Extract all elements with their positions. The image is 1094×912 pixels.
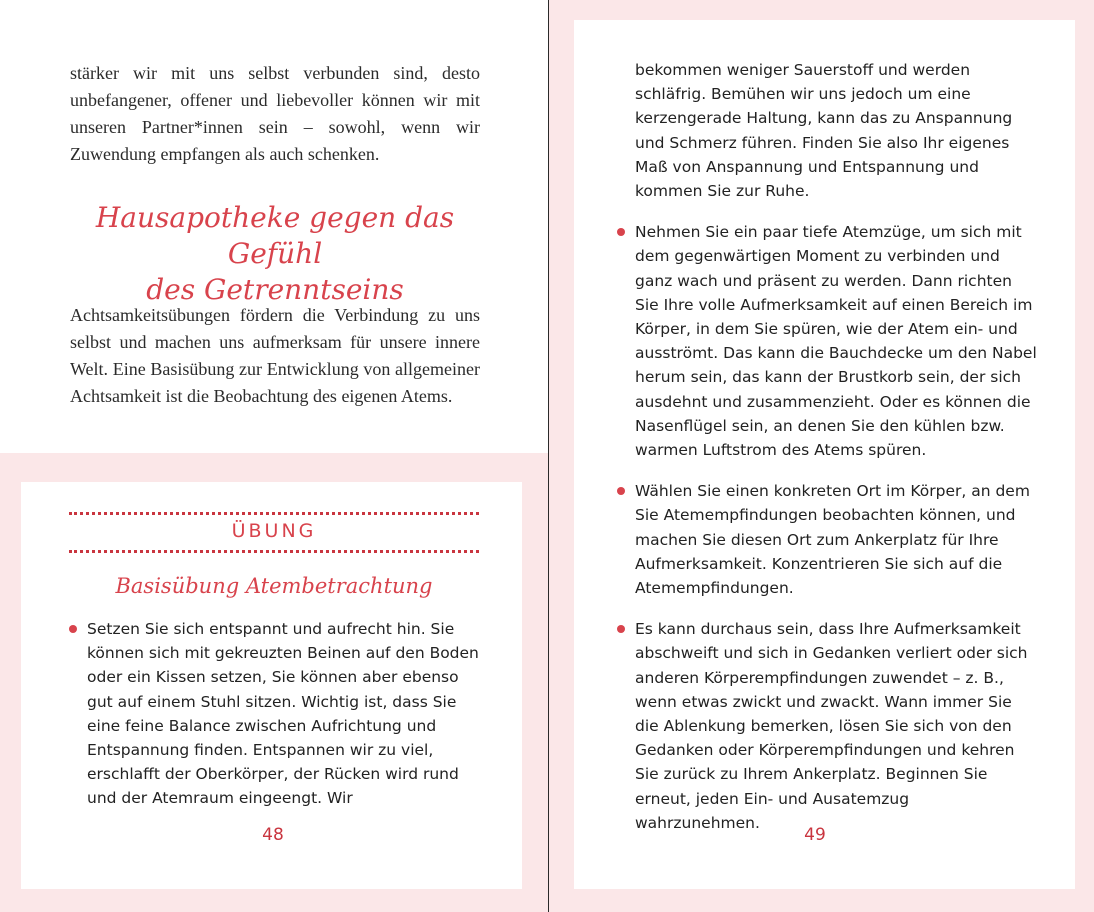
body-text: Achtsamkeitsübungen fördern die Verbindung zu uns selbst und machen uns aufmerksam für unsere innere Welt. Eine Basisübung zur Entwicklung von allgemeiner Achtsamkeit ist die Beobachtung des eigenen Atems. [70,305,480,406]
exercise-step: Nehmen Sie ein paar tiefe Atemzüge, um sich mit dem gegenwärtigen Moment zu verbinden und ganz wach und präsent zu werden. Dann richten Sie Ihre volle Aufmerksamkeit auf einen Bereich im Körper, in dem Sie spüren, wie der Atem ein- und ausströmt. Das kann die Bauchdecke um den Nabel herum sein, das kann der Brustkorb sein, der sich ausdehnt und zusammenzieht. Oder es können die Nasenflügel sein, an denen Sie den kühlen bzw. warmen Luftstrom des Atems spüren. [617,220,1037,462]
intro-text: stärker wir mit uns selbst verbunden sind, desto unbefangener, offener und liebevoller können wir mit unseren Partner*innen sein – sowohl, wenn wir Zuwendung empfangen als auch schenken. [70,63,480,164]
dotted-rule-bottom [69,550,479,553]
page-number-right: 49 [804,825,826,845]
exercise-step: Setzen Sie sich entspannt und aufrecht hin. Sie können sich mit gekreuzten Beinen auf den Boden oder ein Kissen setzen, Sie können aber ebenso gut auf einem Stuhl sitzen. Wichtig ist, dass Sie eine feine Balance zwischen Aufrichtung und Entspannung finden. Entspannen wir zu viel, erschlafft der Oberkörper, der Rücken wird rund und der Atemraum eingeengt. Wir [69,617,479,811]
exercise-title: Basisübung Atembetrachtung [115,574,433,598]
exercise-step-continuation: bekommen weniger Sauerstoff und werden schläfrig. Bemühen wir uns jedoch um eine kerzengerade Haltung, kann das zu Anspannung und Schmerz führen. Finden Sie also Ihr eigenes Maß von Anspannung und Entspannung und kommen Sie zur Ruhe. [635,61,1013,201]
intro-paragraph [70,60,480,168]
exercise-card-left [21,482,522,889]
section-heading-line2: des Getrenntseins [146,273,404,306]
exercise-label: ÜBUNG [231,520,317,542]
exercise-step: Wählen Sie einen konkreten Ort im Körper, an dem Sie Atemempfindungen beobachten können, und machen Sie diesen Ort zum Ankerplatz für Ihre Aufmerksamkeit. Konzentrieren Sie sich auf die Atemempfindungen. [617,479,1037,600]
exercise-steps-right [617,58,1037,835]
section-heading [70,200,480,308]
page-number-left: 48 [262,825,284,845]
body-paragraph [70,302,480,410]
dotted-rule-top [69,512,479,515]
section-heading-line1: Hausapotheke gegen das Gefühl [95,201,455,270]
exercise-steps-left [69,617,479,811]
exercise-step: Es kann durchaus sein, dass Ihre Aufmerksamkeit abschweift und sich in Gedanken verliert oder sich anderen Körperempfindungen zuwendet – z. B., wenn etwas zwickt und zwackt. Wann immer Sie die Ablenkung bemerken, lösen Sie sich von den Gedanken oder Körperempfindungen und kehren Sie zurück zu Ihrem Ankerplatz. Beginnen Sie erneut, jeden Ein- und Ausatemzug wahrzunehmen. [617,617,1037,835]
exercise-card-right [574,20,1075,889]
